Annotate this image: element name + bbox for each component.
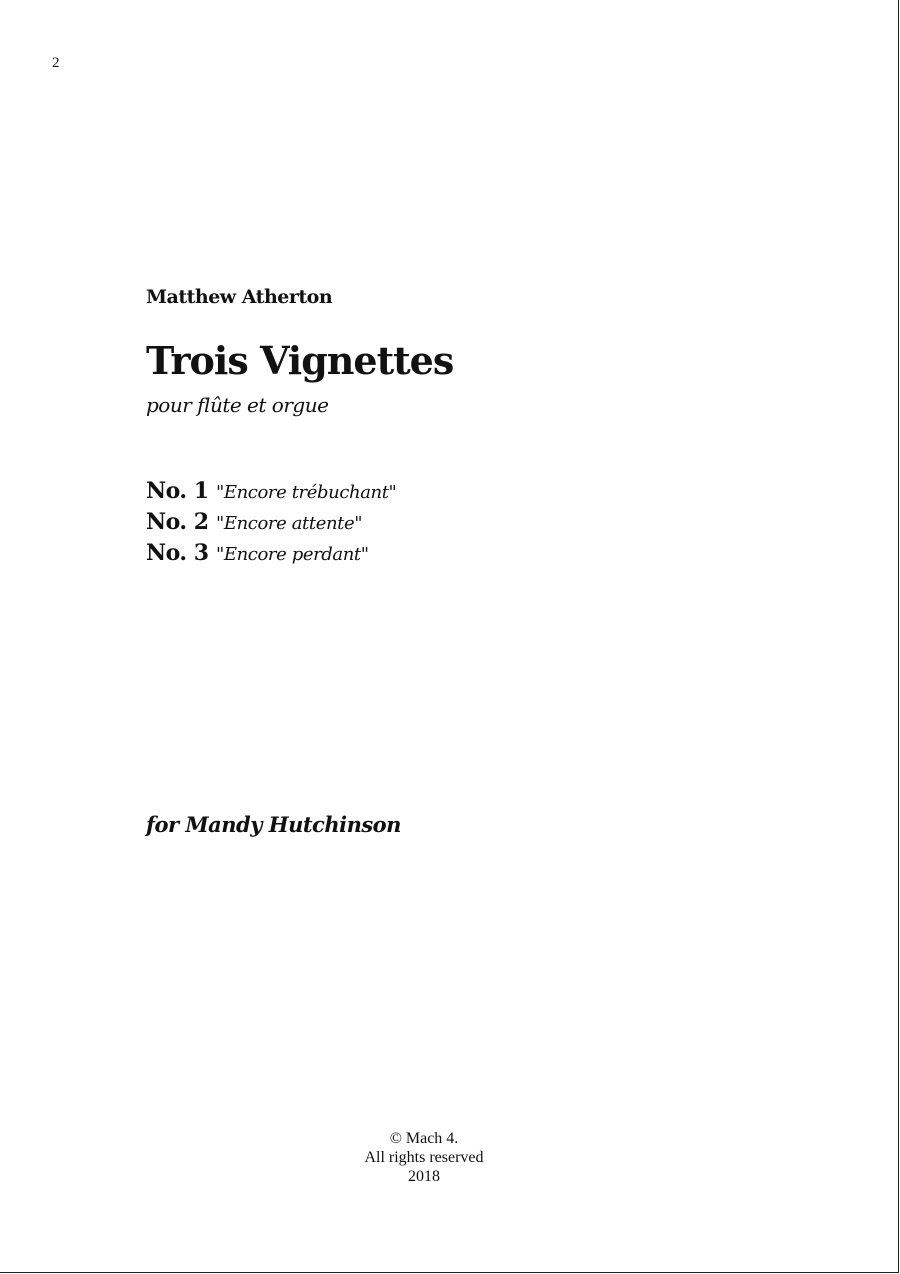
movement-item bbox=[146, 478, 396, 509]
work-subtitle: pour flûte et orgue bbox=[146, 393, 329, 417]
copyright-notice: © Mach 4. bbox=[389, 1130, 459, 1147]
movement-item bbox=[146, 540, 396, 571]
movement-name: "Encore trébuchant" bbox=[216, 482, 397, 503]
movement-number: No. 3 bbox=[146, 540, 209, 566]
copyright-year: 2018 bbox=[408, 1168, 440, 1185]
movement-number: No. 2 bbox=[146, 509, 209, 535]
movement-name: "Encore attente" bbox=[216, 513, 363, 534]
page-number: 2 bbox=[52, 55, 60, 71]
composer-name: Matthew Atherton bbox=[146, 286, 333, 308]
movement-name: "Encore perdant" bbox=[216, 544, 369, 565]
dedication: for Mandy Hutchinson bbox=[146, 812, 401, 837]
movement-list bbox=[146, 478, 396, 571]
movement-number: No. 1 bbox=[146, 478, 209, 504]
rights-statement: All rights reserved bbox=[364, 1149, 484, 1166]
movement-item bbox=[146, 509, 396, 540]
copyright-block bbox=[324, 1129, 524, 1186]
work-title: Trois Vignettes bbox=[146, 338, 454, 383]
